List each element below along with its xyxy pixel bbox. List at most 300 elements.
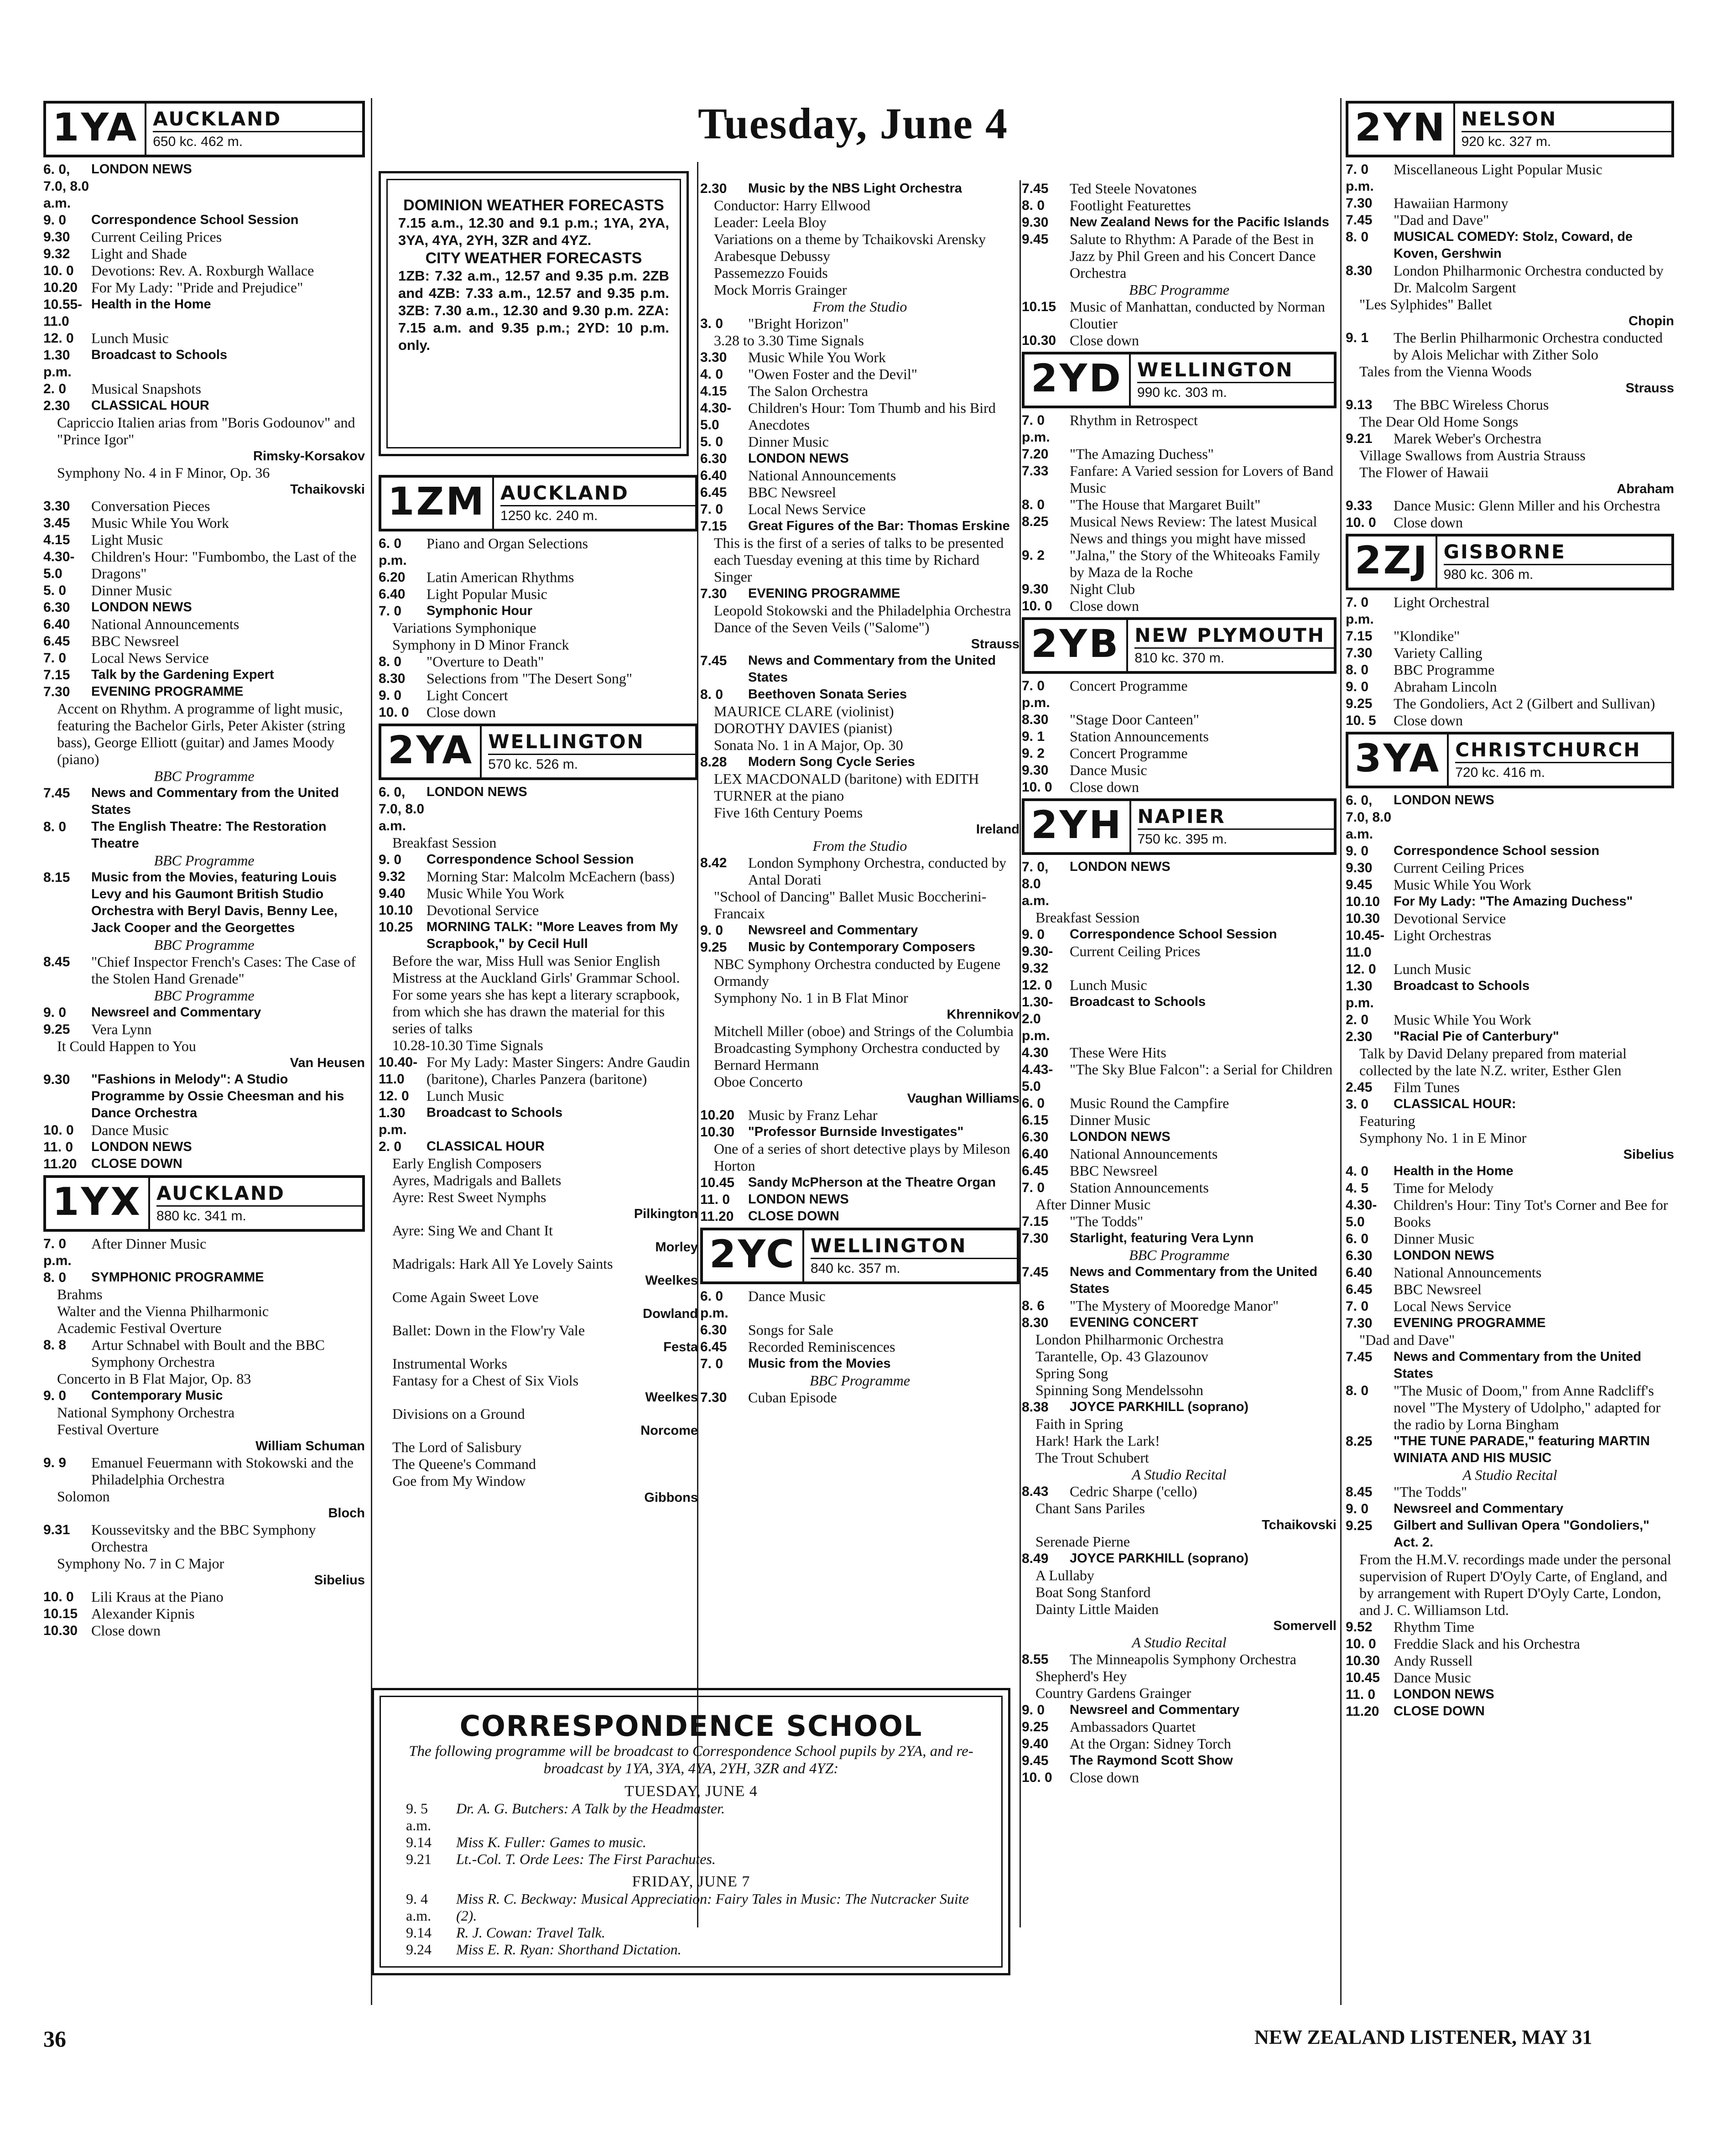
programme-title: Ted Steele Novatones	[1070, 180, 1197, 197]
programme-detail: This is the first of a series of talks to be presented each Tuesday evening at this time by Richard Singer	[714, 535, 1004, 585]
station-header	[1022, 352, 1337, 408]
correspondence-title: CORRESPONDENCE SCHOOL	[459, 1709, 923, 1743]
programme-time: 2. 0	[1346, 1012, 1369, 1027]
correspondence-item	[383, 1834, 999, 1851]
programme-title: These Were Hits	[1070, 1044, 1166, 1061]
programme-item	[700, 854, 1020, 888]
programme-time: 3. 0	[700, 316, 723, 331]
programme-item	[43, 229, 365, 245]
programme-title: For My Lady: Master Singers: Andre Gaudin (baritone), Charles Panzera (baritone)	[427, 1054, 690, 1087]
programme-title: Variety Calling	[1394, 645, 1483, 661]
programme-time: 1.30 p.m.	[379, 1105, 407, 1137]
programme-item	[1346, 645, 1674, 661]
composer-credit: Gibbons	[644, 1490, 698, 1505]
station-callsign: 2YA	[381, 726, 482, 777]
programme-title: Talk by the Gardening Expert	[91, 667, 274, 682]
programme-item	[43, 1622, 365, 1639]
programme-time: 7.15	[1022, 1214, 1049, 1229]
programme-title: Sandy McPherson at the Theatre Organ	[748, 1175, 996, 1190]
programme-detail: "Les Sylphides" Ballet	[1359, 296, 1492, 312]
programme-title: "The Todds"	[1070, 1213, 1144, 1229]
programme-time: 7. 0 p.m.	[1346, 162, 1374, 194]
programme-title: LONDON NEWS	[91, 1140, 192, 1154]
programme-item	[1346, 1230, 1674, 1247]
composer-credit: Weelkes	[645, 1273, 698, 1288]
programme-item	[1346, 1298, 1674, 1315]
programme-item	[700, 1174, 1020, 1191]
station-header	[379, 475, 698, 531]
programme-title: The Gondoliers, Act 2 (Gilbert and Sullivan)	[1394, 695, 1655, 712]
programme-time: 9.32	[379, 869, 406, 884]
programme-time: 8. 0	[1022, 497, 1045, 512]
programme-detail: London Philharmonic Orchestra	[1035, 1331, 1224, 1348]
programme-item	[1346, 978, 1674, 1011]
programme-title: Current Ceiling Prices	[1394, 859, 1524, 876]
station-header	[1022, 798, 1337, 855]
programme-title: Musical News Review: The latest Musical News and things you might have missed	[1070, 513, 1317, 547]
programme-detail: Country Gardens Grainger	[1035, 1685, 1191, 1701]
programme-item	[1346, 1703, 1674, 1720]
programme-item	[1346, 1500, 1674, 1517]
station-header	[1346, 534, 1674, 590]
programme-time: 8.28	[700, 755, 727, 770]
programme-item	[43, 296, 365, 330]
programme-detail: Ayre: Rest Sweet Nymphs	[392, 1189, 546, 1205]
programme-title: Night Club	[1070, 581, 1135, 597]
programme-time: 7. 0 p.m.	[1022, 678, 1050, 710]
composer-credit: Bloch	[328, 1506, 365, 1521]
programme-detail: From the H.M.V. recordings made under the personal supervision of Rupert D'Oyly Carte, of England, and by arrangement with Rupert D'Oyly Carte, London, and J. C. Williamson Ltd.	[1359, 1551, 1671, 1618]
programme-item	[700, 467, 1020, 484]
programme-time: 11.20	[1346, 1704, 1379, 1719]
programme-time: 5. 0	[700, 434, 723, 449]
programme-title: LONDON NEWS	[1070, 1130, 1170, 1144]
station-frequency: 920 kc. 327 m.	[1461, 134, 1551, 149]
programme-detail: Boat Song Stanford	[1035, 1584, 1151, 1600]
programme-item	[43, 1235, 365, 1269]
correspondence-talk: R. J. Cowan: Travel Talk.	[456, 1924, 605, 1941]
programme-item	[1346, 1180, 1674, 1197]
programme-item	[43, 1337, 365, 1370]
programme-detail: Goe from My Window	[392, 1473, 526, 1489]
programme-time: 9. 2	[1022, 746, 1045, 761]
programme-item	[43, 212, 365, 229]
programme-time: 7.20	[1022, 447, 1049, 462]
programme-time: 12. 0	[379, 1088, 409, 1104]
programme-item	[43, 869, 365, 937]
programme-time: 10. 0	[43, 1123, 74, 1138]
programme-item	[700, 349, 1020, 366]
programme-time: 7.45	[1346, 213, 1373, 228]
programme-title: Lunch Music	[1394, 961, 1471, 977]
programme-item	[700, 1389, 1020, 1406]
programme-time: 3. 0	[1346, 1097, 1369, 1112]
programme-item	[700, 686, 1020, 703]
programme-source: A Studio Recital	[1462, 1467, 1557, 1483]
programme-item	[1346, 1635, 1674, 1652]
programme-detail: Leader: Leela Bloy	[714, 214, 827, 230]
programme-item	[1022, 1297, 1337, 1314]
programme-detail: The Queene's Command	[392, 1456, 536, 1472]
programme-title: Local News Service	[1394, 1298, 1511, 1314]
programme-title: Miscellaneous Light Popular Music	[1394, 161, 1602, 177]
programme-title: Dance Music	[1394, 1669, 1471, 1686]
programme-detail: Symphony No. 4 in F Minor, Op. 36	[57, 464, 270, 481]
programme-title: "Racial Pie of Canterbury"	[1394, 1029, 1559, 1044]
programme-title: Newsreel and Commentary	[1070, 1703, 1240, 1717]
programme-time: 8. 0	[1022, 198, 1045, 213]
programme-time: 9. 0	[700, 923, 723, 938]
programme-title: Dance Music	[748, 1288, 826, 1304]
programme-time: 8.38	[1022, 1400, 1049, 1415]
programme-time: 6.15	[1022, 1113, 1049, 1128]
programme-title: Dinner Music	[1070, 1112, 1150, 1128]
programme-item	[43, 245, 365, 262]
station-city: CHRISTCHURCH	[1455, 738, 1671, 763]
programme-title: Children's Hour: "Fumbombo, the Last of the Dragons"	[91, 548, 357, 582]
programme-item	[1022, 1095, 1337, 1112]
programme-item	[700, 922, 1020, 939]
programme-item	[1022, 994, 1337, 1044]
programme-item	[43, 380, 365, 397]
programme-title: MORNING TALK: "More Leaves from My Scrapbook," by Cecil Hull	[427, 920, 678, 951]
programme-detail: Solomon	[57, 1488, 110, 1505]
column-rule	[1340, 98, 1342, 2005]
programme-time: 2. 0	[379, 1139, 402, 1154]
programme-time: 7. 0	[700, 1356, 723, 1371]
programme-title: The BBC Wireless Chorus	[1394, 396, 1549, 413]
programme-item	[379, 687, 698, 704]
programme-title: For My Lady: "The Amazing Duchess"	[1394, 894, 1633, 909]
programme-time: 7.15	[1346, 629, 1373, 644]
composer-credit: Sibelius	[314, 1573, 365, 1588]
programme-item	[43, 1605, 365, 1622]
programme-item	[43, 1122, 365, 1139]
station-city: AUCKLAND	[500, 481, 695, 506]
programme-time: 9. 0	[43, 213, 67, 228]
programme-source: From the Studio	[812, 298, 907, 315]
programme-time: 10.30	[700, 1125, 735, 1140]
programme-item	[1346, 1096, 1674, 1113]
programme-title: Devotions: Rev. A. Roxburgh Wallace	[91, 262, 314, 279]
station-info	[494, 478, 695, 529]
programme-time: 10.10	[379, 903, 413, 918]
station-frequency: 650 kc. 462 m.	[153, 134, 243, 149]
programme-item	[1022, 728, 1337, 745]
programme-time: 10. 0	[1346, 1636, 1376, 1651]
programme-title: The Minneapolis Symphony Orchestra	[1070, 1651, 1296, 1667]
programme-time: 7. 0	[43, 651, 67, 666]
programme-title: CLASSICAL HOUR:	[1394, 1097, 1516, 1111]
programme-detail: Variations on a theme by Tchaikovski Arensky	[714, 231, 986, 247]
programme-title: Broadcast to Schools	[1394, 979, 1530, 993]
programme-source: BBC Programme	[154, 987, 255, 1004]
programme-item	[1346, 695, 1674, 712]
programme-item	[1346, 1197, 1674, 1230]
programme-title: Newsreel and Commentary	[748, 923, 918, 937]
programme-time: 8.45	[1346, 1484, 1373, 1500]
programme-time: 7.30	[1346, 1316, 1373, 1331]
programme-time: 7.15	[43, 667, 70, 682]
programme-time: 8. 6	[1022, 1298, 1045, 1313]
correspondence-time: 9.14	[406, 1834, 432, 1850]
programme-time: 4.30-5.0	[43, 549, 75, 581]
programme-time: 10.55-11.0	[43, 297, 83, 329]
programme-time: 6.40	[43, 617, 70, 632]
composer-credit: Somervell	[1273, 1619, 1337, 1633]
programme-item	[1346, 859, 1674, 876]
programme-time: 9.30	[1346, 860, 1373, 875]
programme-item	[1022, 1719, 1337, 1735]
programme-item	[1022, 1162, 1337, 1179]
programme-detail: Concerto in B Flat Major, Op. 83	[57, 1370, 251, 1387]
programme-item	[1022, 412, 1337, 446]
programme-title: National Announcements	[1070, 1146, 1218, 1162]
programme-detail: Walter and the Vienna Philharmonic	[57, 1303, 269, 1319]
programme-time: 8. 0	[43, 1270, 67, 1285]
programme-item	[43, 548, 365, 582]
programme-time: 10.45-11.0	[1346, 928, 1385, 960]
programme-item	[379, 704, 698, 721]
programme-time: 4.30-5.0	[1346, 1198, 1377, 1229]
programme-title: Starlight, featuring Vera Lynn	[1070, 1231, 1254, 1245]
station-city: WELLINGTON	[1137, 358, 1334, 383]
programme-time: 10. 0	[1022, 599, 1052, 614]
programme-time: 3.30	[43, 499, 70, 514]
programme-title: BBC Newsreel	[1394, 1281, 1482, 1297]
programme-time: 10.30	[1346, 911, 1380, 926]
station-frequency: 570 kc. 526 m.	[488, 756, 578, 772]
programme-title: "Jalna," the Story of the Whiteoaks Family by Maza de la Roche	[1070, 547, 1320, 580]
programme-item	[1022, 1735, 1337, 1752]
column-1	[43, 98, 365, 2010]
programme-time: 10. 0	[43, 263, 74, 278]
programme-title: "The Mystery of Mooredge Manor"	[1070, 1297, 1279, 1314]
programme-title: Time for Melody	[1394, 1180, 1494, 1196]
programme-time: 6.30	[43, 600, 70, 615]
programme-time: 2.30	[43, 398, 70, 413]
programme-time: 10.20	[700, 1108, 735, 1123]
programme-time: 1.30 p.m.	[1346, 979, 1374, 1010]
programme-detail: Festival Overture	[57, 1421, 159, 1437]
programme-time: 9.32	[43, 246, 70, 261]
programme-item	[700, 433, 1020, 450]
programme-detail: The Dear Old Home Songs	[1359, 413, 1519, 430]
programme-item	[1346, 1433, 1674, 1467]
programme-title: "The Amazing Duchess"	[1070, 446, 1214, 462]
programme-title: Musical Snapshots	[91, 380, 201, 397]
programme-time: 8.49	[1022, 1551, 1049, 1566]
programme-item	[1346, 212, 1674, 229]
programme-detail: It Could Happen to You	[57, 1038, 196, 1054]
programme-time: 9. 1	[1346, 330, 1369, 345]
station-city: GISBORNE	[1444, 540, 1671, 565]
programme-title: Children's Hour: Tiny Tot's Corner and Bee for Books	[1394, 1197, 1668, 1230]
programme-title: Koussevitsky and the BBC Symphony Orchestra	[91, 1521, 316, 1555]
station-info	[150, 1178, 362, 1229]
programme-source: From the Studio	[812, 838, 907, 854]
programme-item	[1346, 876, 1674, 893]
programme-item	[43, 953, 365, 987]
correspondence-time: 9. 4 a.m.	[406, 1890, 432, 1924]
programme-time: 6. 0, 7.0, 8.0 a.m.	[379, 785, 425, 833]
programme-item	[43, 498, 365, 515]
programme-detail: Faith in Spring	[1035, 1416, 1124, 1432]
programme-title: Music by Contemporary Composers	[748, 940, 975, 954]
programme-title: Great Figures of the Bar: Thomas Erskine	[748, 519, 1010, 533]
programme-time: 9. 0	[1022, 1703, 1045, 1718]
correspondence-time: 9.24	[406, 1941, 432, 1958]
programme-item	[1022, 1550, 1337, 1567]
programme-item	[379, 569, 698, 586]
programme-time: 8. 0	[700, 687, 723, 702]
programme-time: 10. 0	[379, 705, 409, 720]
programme-item	[1022, 513, 1337, 547]
programme-time: 11. 0	[43, 1140, 73, 1155]
programme-title: Broadcast to Schools	[427, 1105, 563, 1120]
correspondence-talk: Lt.-Col. T. Orde Lees: The First Parachutes.	[456, 1851, 716, 1867]
correspondence-school-box	[372, 1688, 1010, 1975]
programme-time: 11.20	[700, 1209, 734, 1224]
station-callsign: 1YX	[46, 1178, 150, 1229]
programme-title: Current Ceiling Prices	[91, 229, 222, 245]
programme-title: News and Commentary from the United States	[1070, 1265, 1318, 1296]
programme-title: "Fashions in Melody": A Studio Programme by Ossie Cheesman and his Dance Orchestra	[91, 1072, 344, 1120]
programme-time: 4.30-5.0	[700, 401, 732, 432]
weather-forecast-box	[379, 171, 689, 456]
programme-item	[1346, 927, 1674, 961]
correspondence-intro: The following programme will be broadcast to Correspondence School pupils by 2YA, and re-broadcast by 1YA, 3YA, 4YA, 2YH, 3ZR and 4YZ:	[409, 1743, 973, 1777]
programme-title: Cuban Episode	[748, 1389, 837, 1406]
programme-item	[43, 1269, 365, 1286]
programme-detail: Passemezzo Fouids	[714, 265, 828, 281]
programme-title: EVENING PROGRAMME	[1394, 1316, 1546, 1330]
programme-title: After Dinner Music	[91, 1235, 207, 1252]
programme-item	[1022, 1146, 1337, 1162]
programme-item	[1346, 1281, 1674, 1298]
station-info	[482, 726, 695, 777]
station-callsign: 2YN	[1348, 104, 1455, 155]
programme-detail: One of a series of short detective plays by Mileson Horton	[714, 1140, 1010, 1174]
programme-title: Rhythm in Retrospect	[1070, 412, 1198, 428]
station-city: AUCKLAND	[153, 107, 362, 132]
programme-title: CLASSICAL HOUR	[91, 398, 209, 413]
programme-title: Music While You Work	[427, 885, 565, 901]
station-frequency: 720 kc. 416 m.	[1455, 765, 1545, 780]
programme-title: Station Announcements	[1070, 728, 1209, 745]
programme-item	[700, 1288, 1020, 1322]
programme-item	[1346, 1264, 1674, 1281]
programme-title: JOYCE PARKHILL (soprano)	[1070, 1400, 1249, 1414]
programme-detail: The Trout Schubert	[1035, 1449, 1149, 1466]
correspondence-talk: Miss E. R. Ryan: Shorthand Dictation.	[456, 1941, 681, 1958]
programme-item	[1022, 977, 1337, 994]
programme-item	[1022, 677, 1337, 711]
programme-item	[1022, 446, 1337, 463]
station-info	[1449, 734, 1671, 786]
programme-time: 2.30	[1346, 1029, 1373, 1044]
correspondence-talk: Miss K. Fuller: Games to music.	[456, 1834, 646, 1850]
programme-title: Modern Song Cycle Series	[748, 755, 915, 769]
programme-item	[1346, 329, 1674, 363]
station-header	[1346, 732, 1674, 788]
programme-item	[43, 683, 365, 700]
programme-title: National Announcements	[91, 616, 239, 632]
correspondence-item	[383, 1851, 999, 1868]
programme-detail: Breakfast Session	[1035, 909, 1140, 926]
programme-item	[43, 599, 365, 616]
programme-time: 9.31	[43, 1522, 70, 1537]
programme-time: 12. 0	[1346, 962, 1376, 977]
programme-item	[43, 262, 365, 279]
programme-time: 9.30-9.32	[1022, 944, 1053, 976]
programme-title: Music While You Work	[91, 515, 229, 531]
programme-item	[379, 1088, 698, 1104]
station-callsign: 3YA	[1348, 734, 1449, 786]
programme-item	[43, 1521, 365, 1555]
programme-title: Morning Star: Malcolm McEachern (bass)	[427, 868, 675, 885]
programme-time: 6. 0	[1346, 1231, 1369, 1246]
programme-time: 9.30	[1022, 582, 1049, 597]
programme-time: 7. 0	[1346, 1299, 1369, 1314]
programme-title: Music by Franz Lehar	[748, 1107, 878, 1123]
programme-title: The Raymond Scott Show	[1070, 1753, 1233, 1768]
programme-title: News and Commentary from the United States	[91, 786, 339, 817]
programme-item	[700, 1322, 1020, 1338]
programme-time: 9.25	[1346, 696, 1373, 711]
programme-item	[700, 518, 1020, 535]
programme-title: Health in the Home	[91, 297, 211, 312]
programme-item	[1022, 1702, 1337, 1719]
station-callsign: 2YD	[1025, 354, 1131, 406]
programme-item	[700, 450, 1020, 467]
programme-detail: Talk by David Delany prepared from material collected by the late N.Z. writer, Esther Glen	[1359, 1045, 1627, 1078]
programme-time: 6.30	[700, 1323, 727, 1338]
programme-time: 4.30	[1022, 1045, 1049, 1060]
programme-time: 6. 0, 7.0, 8.0 a.m.	[1346, 793, 1392, 842]
programme-title: New Zealand News for the Pacific Islands	[1070, 215, 1329, 229]
programme-time: 9.40	[379, 886, 406, 901]
programme-detail: Symphony No. 1 in E Minor	[1359, 1130, 1527, 1146]
programme-time: 8.43	[1022, 1484, 1049, 1499]
programme-item	[43, 515, 365, 531]
programme-item	[1022, 1213, 1337, 1230]
programme-detail: The Lord of Salisbury	[392, 1439, 522, 1455]
programme-detail: Tales from the Vienna Woods	[1359, 363, 1532, 380]
programme-title: LONDON NEWS	[91, 600, 192, 615]
programme-source: A Studio Recital	[1132, 1634, 1227, 1651]
column-4	[1022, 180, 1337, 2010]
programme-item	[379, 1054, 698, 1088]
programme-time: 8. 8	[43, 1338, 67, 1353]
programme-time: 8. 0	[43, 819, 67, 834]
programme-title: Rhythm Time	[1394, 1619, 1474, 1635]
programme-item	[1022, 745, 1337, 762]
programme-detail: Come Again Sweet Love	[392, 1289, 539, 1305]
composer-credit: Abraham	[1617, 482, 1674, 496]
programme-title: Close down	[1394, 712, 1463, 729]
programme-item	[1022, 1230, 1337, 1247]
programme-title: Light Concert	[427, 687, 508, 703]
programme-title: Cedric Sharpe ('cello)	[1070, 1483, 1197, 1500]
programme-detail: Before the war, Miss Hull was Senior English Mistress at the Auckland Girls' Grammar School. For some years she has kept a literary scrapbook, from which she has drawn the material for this series of talks	[392, 953, 680, 1036]
programme-time: 10.10	[1346, 894, 1380, 909]
programme-title: Dance Music: Glenn Miller and his Orchestra	[1394, 497, 1660, 514]
programme-item	[379, 1104, 698, 1138]
programme-time: 8.42	[700, 855, 727, 870]
programme-title: Local News Service	[91, 650, 209, 666]
programme-title: Recorded Reminiscences	[748, 1338, 895, 1355]
